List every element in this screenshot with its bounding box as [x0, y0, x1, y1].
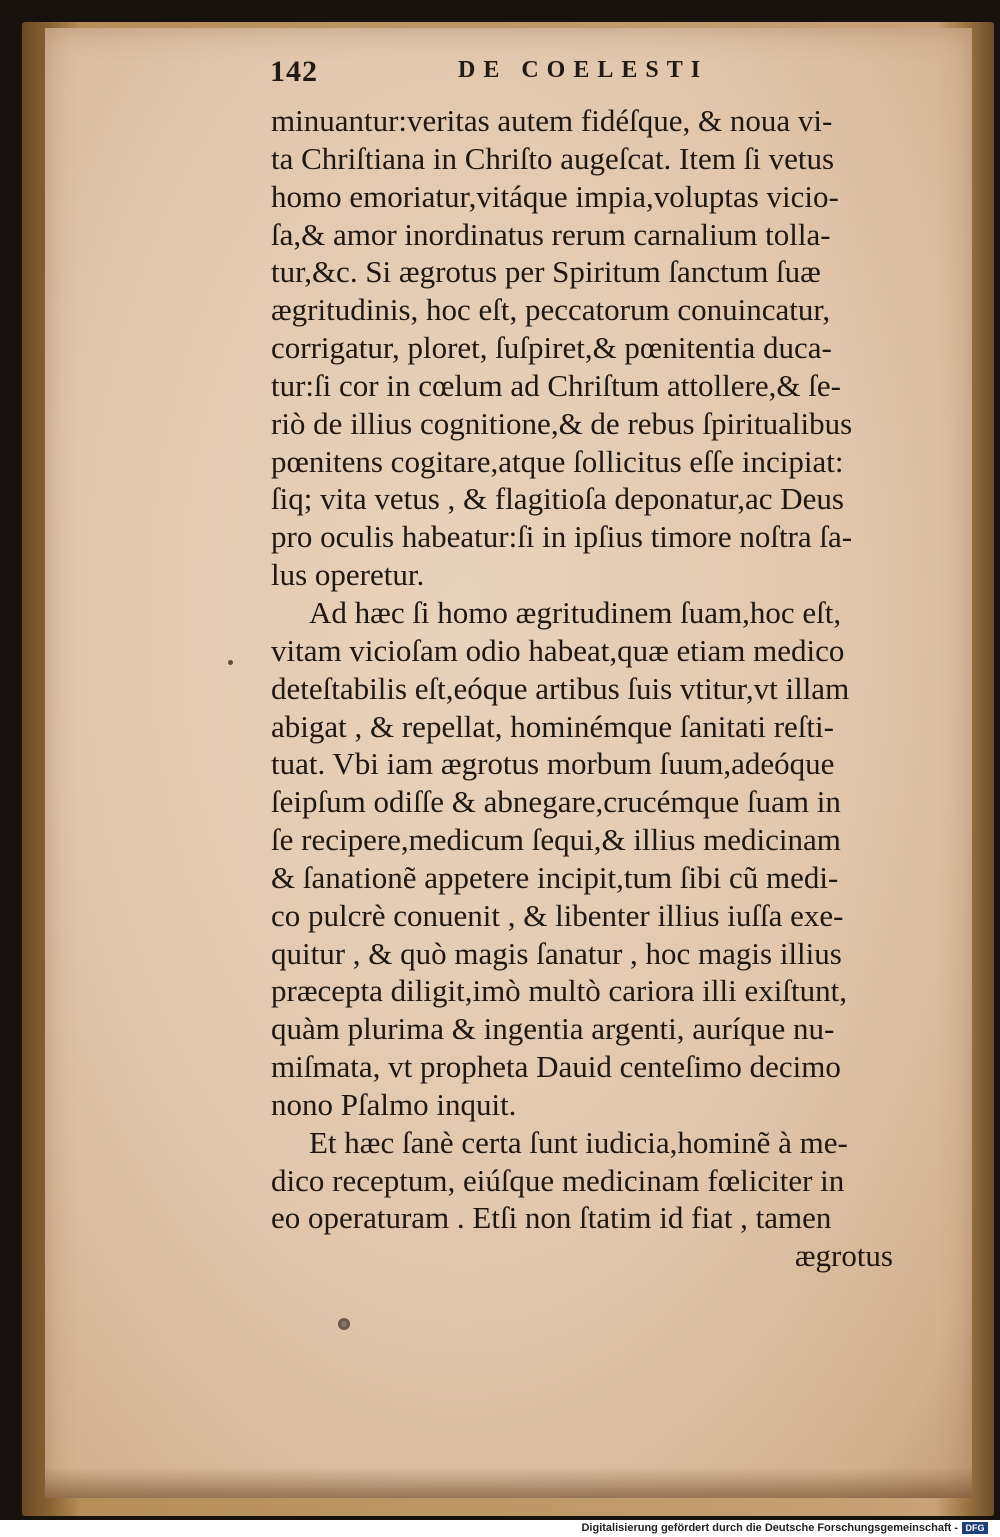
paragraph-start-line: Ad hæc ſi homo ægritudinem ſuam,hoc eſt, — [309, 594, 842, 630]
text-line: ſa,& amor inordinatus rerum carnalium tolla- — [271, 216, 831, 252]
dfg-logo: DFG — [962, 1522, 988, 1534]
ink-speck — [228, 660, 233, 665]
page-number: 142 — [270, 55, 318, 88]
text-line: eo operaturam . Etſi non ſtatim id fiat , tamen — [271, 1200, 832, 1236]
page-header — [270, 55, 740, 95]
text-line: & ſanationẽ appetere incipit,tum ſibi cũ medi- — [271, 859, 839, 895]
page-shadow — [45, 1468, 972, 1498]
text-line: quitur , & quò magis ſanatur , hoc magis illius — [271, 935, 842, 971]
text-line: lus operetur. — [271, 557, 425, 593]
text-line: præcepta diligit,imò multò cariora illi exiſtunt, — [271, 973, 847, 1009]
text-line: riò de illius cognitione,& de rebus ſpiritualibus — [271, 405, 853, 441]
text-line: tur:ſi cor in cœlum ad Chriſtum attollere,& ſe- — [271, 367, 841, 403]
funding-credit: Digitalisierung gefördert durch die Deutsche Forschungsgemeinschaft - — [581, 1522, 958, 1534]
text-line: quàm plurima & ingentia argenti, auríque nu- — [271, 1011, 835, 1047]
text-line: deteſtabilis eſt,eóque artibus ſuis vtitur,vt illam — [271, 670, 850, 706]
text-line: tuat. Vbi iam ægrotus morbum ſuum,adeóque — [271, 746, 835, 782]
ink-speck — [338, 1318, 350, 1330]
digitization-footer — [0, 1520, 1000, 1537]
text-line: pœnitens cogitare,atque ſollicitus eſſe incipiat: — [271, 443, 844, 479]
paragraph-start-line: Et hæc ſanè certa ſunt iudicia,hominẽ à me- — [309, 1124, 848, 1160]
text-line: ſiq; vita vetus , & flagitioſa deponatur,ac Deus — [271, 481, 844, 517]
text-line: ſeipſum odiſſe & abnegare,crucémque ſuam in — [271, 784, 841, 820]
body-text — [271, 102, 911, 1275]
text-line: dico receptum, eiúſque medicinam fœliciter in — [271, 1162, 845, 1198]
text-line: ta Chriſtiana in Chriſto augeſcat. Item ſi vetus — [271, 140, 835, 176]
text-line: ægritudinis, hoc eſt, peccatorum conuincatur, — [271, 292, 831, 328]
text-line: nono Pſalmo inquit. — [271, 1086, 517, 1122]
text-line: abigat , & repellat, hominémque ſanitati reſti- — [271, 708, 834, 744]
text-line: minuantur:veritas autem fidéſque, & noua vi- — [271, 103, 833, 138]
text-line: corrigatur, ploret, ſuſpiret,& pœnitentia duca- — [271, 330, 832, 366]
catchword: ægrotus — [794, 1238, 893, 1274]
running-title: DE COELESTI — [458, 57, 709, 83]
text-line: co pulcrè conuenit , & libenter illius iuſſa exe- — [271, 897, 844, 933]
text-line: homo emoriatur,vitáque impia,voluptas vicio- — [271, 178, 839, 214]
text-line: vitam vicioſam odio habeat,quæ etiam medico — [271, 632, 845, 668]
text-line: miſmata, vt propheta Dauid centeſimo decimo — [271, 1049, 841, 1085]
text-line: ſe recipere,medicum ſequi,& illius medicinam — [271, 822, 841, 858]
text-line: pro oculis habeatur:ſi in ipſius timore noſtra ſa- — [271, 519, 853, 555]
text-line: tur,&c. Si ægrotus per Spiritum ſanctum ſuæ — [271, 254, 821, 290]
